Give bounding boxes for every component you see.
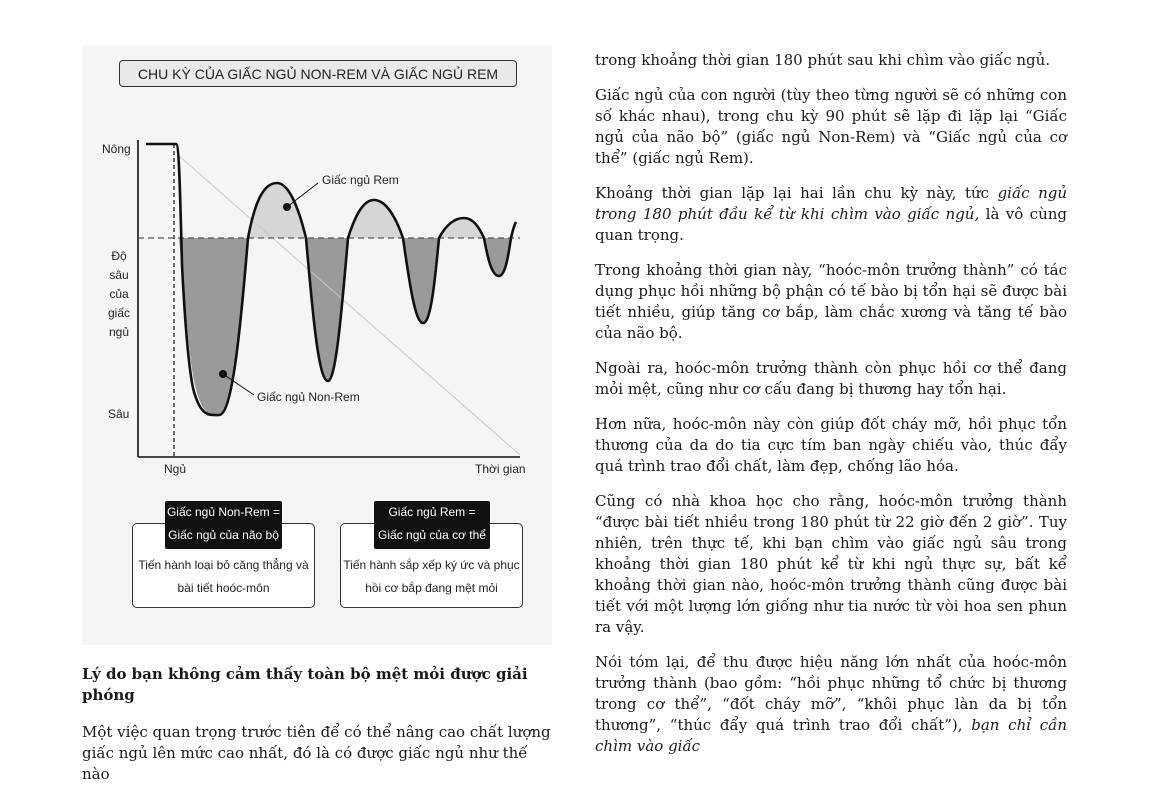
legend-rem-header [374, 501, 490, 549]
legend-rem-title-line: Giấc ngủ của cơ thể [378, 528, 486, 542]
right-column-text [595, 50, 1067, 771]
nonrem-trough-1 [179, 238, 248, 415]
text-run: Nói tóm lại, để thu được hiệu năng lớn nhất của hoóc-môn trưởng thành (bao gồm: “hồi phục những tổ chức bị thương trong cơ thể”, “đốt cháy mỡ”, “khôi phục làn da bị tổn thương”, “thúc đẩy quá trình trao đổi chất”), [595, 653, 1067, 734]
left-column-text [82, 664, 554, 785]
x-end-label: Thời gian [475, 462, 526, 476]
y-axis-word: sâu [109, 268, 129, 282]
y-axis-label [104, 247, 134, 342]
legend-rem-desc-line: Tiến hành sắp xếp ký ức và phục [343, 558, 520, 572]
figure-title: CHU KỲ CỦA GIẤC NGỦ NON-REM VÀ GIẤC NGỦ REM [119, 60, 517, 87]
y-bottom-label: Sâu [108, 407, 130, 421]
paragraph-continuation: trong khoảng thời gian 180 phút sau khi chìm vào giấc ngủ. [595, 51, 1051, 69]
x-start-label: Ngủ [164, 462, 187, 476]
y-axis-word: Độ [111, 249, 127, 263]
text-run: Khoảng thời gian lặp lại hai lần chu kỳ này, tức [595, 184, 998, 202]
legend-nonrem-desc-line: bài tiết hoóc-môn [177, 581, 270, 595]
body-paragraph: Giấc ngủ của con người (tùy theo từng người sẽ có những con số khác nhau), trong chu kỳ 90 phút sẽ lặp đi lặp lại “Giấc ngủ của não bộ” (giấc ngủ Non-Rem) và “Giấc ngủ của cơ thể” (giấc ngủ Rem). [595, 86, 1067, 167]
body-paragraph: Một việc quan trọng trước tiên để có thể nâng cao chất lượng giấc ngủ lên mức cao nhất, đó là có được giấc ngủ như thế nào [82, 723, 551, 783]
body-paragraph [595, 652, 1067, 757]
body-paragraph: Ngoài ra, hoóc-môn trưởng thành còn phục hồi cơ thể đang mỏi mệt, cũng như cơ cấu đang bị thương hay tổn hại. [595, 359, 1067, 398]
body-paragraph [595, 183, 1067, 246]
rem-callout-label: Giấc ngủ Rem [322, 173, 399, 187]
legend-nonrem-title-line: Giấc ngủ của não bộ [168, 528, 279, 542]
y-top-label: Nông [102, 142, 131, 156]
text-run: là vô cùng quan trọng. [595, 205, 1068, 244]
body-paragraph: Hơn nữa, hoóc-môn này còn giúp đốt cháy mỡ, hồi phục tổn thương của da do tia cực tím ban ngày chiếu vào, thúc đẩy quá trình trao đổi chất, làm đẹp, chống lão hóa. [595, 415, 1067, 475]
legend-rem-desc-line: hồi cơ bắp đang mệt mỏi [365, 581, 498, 595]
y-axis-word: giấc [107, 306, 130, 320]
emphasis-text: giấc ngủ trong 180 phút đầu kể từ khi chìm vào giấc ngủ, [595, 184, 1068, 223]
nonrem-callout-label: Giấc ngủ Non-Rem [257, 390, 360, 404]
y-axis-word: ngủ [108, 325, 130, 339]
legend-rem-title-line: Giấc ngủ Rem = [388, 505, 476, 519]
body-paragraph: Cũng có nhà khoa học cho rằng, hoóc-môn trưởng thành “được bài tiết nhiều trong 180 phút từ 22 giờ đến 2 giờ”. Tuy nhiên, trên thực tế, khi bạn chìm vào giấc ngủ sâu trong khoảng thời gian 180 phút kể từ khi ngủ thực sự, bất kể khoảng thời gian nào, hoóc-môn trưởng thành cũng được bài tiết với một lượng lớn giống như tia nước từ vòi hoa sen phun ra vậy. [595, 492, 1067, 636]
section-heading: Lý do bạn không cảm thấy toàn bộ mệt mỏi được giải phóng [82, 665, 528, 704]
emphasis-text: bạn chỉ cần chìm vào giấc [595, 716, 1067, 755]
legend-nonrem-desc-line: Tiến hành loại bỏ căng thẳng và [138, 558, 309, 572]
y-axis-word: của [109, 287, 129, 301]
sleep-cycle-figure [82, 45, 552, 645]
legend-nonrem-header [165, 501, 282, 549]
legend-nonrem-title-line: Giấc ngủ Non-Rem = [166, 505, 281, 519]
body-paragraph: Trong khoảng thời gian này, “hoóc-môn trưởng thành” có tác dụng phục hồi những bộ phận có tế bào bị tổn hại sẽ được bài tiết nhiều, giúp tăng cơ bắp, làm chắc xương và tăng tế bào của não bộ. [595, 261, 1067, 342]
